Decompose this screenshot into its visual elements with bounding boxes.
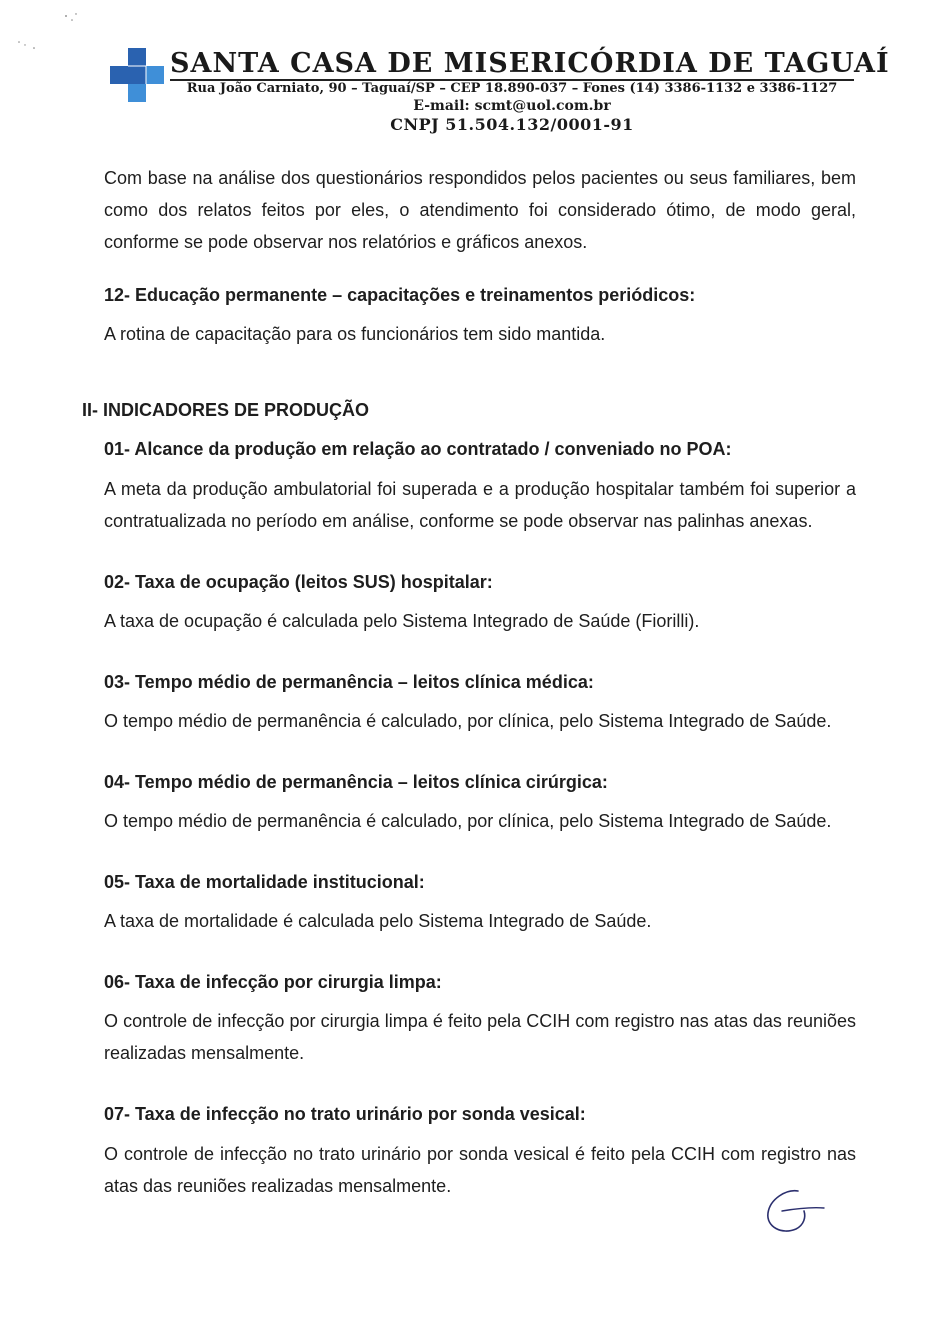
item-04-text: O tempo médio de permanência é calculado, por clínica, pelo Sistema Integrado de Saúde. (104, 811, 832, 831)
institution-email: E-mail: scmt@uol.com.br (413, 98, 611, 114)
item-03-text: O tempo médio de permanência é calculado, por clínica, pelo Sistema Integrado de Saúde. (104, 711, 832, 731)
scan-specks (10, 8, 90, 58)
item-03-heading: 03- Tempo médio de permanência – leitos clínica médica: (104, 672, 594, 692)
institution-address: Rua João Carniato, 90 – Taguaí/SP – CEP 18.890-037 – Fones (14) 3386-1132 e 3386-1127 (186, 81, 838, 96)
section-title: II- INDICADORES DE PRODUÇÃO (82, 400, 370, 420)
item-02-text: A taxa de ocupação é calculada pelo Sistema Integrado de Saúde (Fiorilli). (104, 611, 700, 631)
item-12-heading: 12- Educação permanente – capacitações e treinamentos periódicos: (104, 285, 696, 305)
item-01-heading: 01- Alcance da produção em relação ao contratado / conveniado no POA: (104, 439, 732, 459)
item-02-heading: 02- Taxa de ocupação (leitos SUS) hospitalar: (104, 572, 493, 592)
item-07-text: O controle de infecção no trato urinário por sonda vesical é feito pela CCIH com registro nas atas das reuniões realizadas mensalmente. (104, 1144, 856, 1196)
institution-cnpj: CNPJ 51.504.132/0001-91 (390, 115, 634, 134)
hospital-cross-logo (110, 48, 164, 102)
item-07-heading: 07- Taxa de infecção no trato urinário por sonda vesical: (104, 1104, 586, 1124)
handwritten-initials-signature (760, 1185, 830, 1240)
item-12-text: A rotina de capacitação para os funcionários tem sido mantida. (104, 324, 606, 344)
item-05-text: A taxa de mortalidade é calculada pelo Sistema Integrado de Saúde. (104, 911, 652, 931)
item-06-heading: 06- Taxa de infecção por cirurgia limpa: (104, 972, 442, 992)
item-01-text: A meta da produção ambulatorial foi superada e a produção hospitalar também foi superior a contratualizada no período em análise, conforme se pode observar nas palinhas anexas. (104, 479, 856, 531)
item-05-heading: 05- Taxa de mortalidade institucional: (104, 872, 425, 892)
item-06-text: O controle de infecção por cirurgia limpa é feito pela CCIH com registro nas atas das reuniões realizadas mensalmente. (104, 1011, 856, 1063)
item-04-heading: 04- Tempo médio de permanência – leitos clínica cirúrgica: (104, 772, 608, 792)
institution-name: SANTA CASA DE MISERICÓRDIA DE TAGUAÍ (170, 48, 890, 79)
intro-paragraph: Com base na análise dos questionários respondidos pelos pacientes ou seus familiares, bem como dos relatos feitos por eles, o atendimento foi considerado ótimo, de modo geral, conforme se pode observar nos relatórios e gráficos anexos. (104, 168, 856, 252)
